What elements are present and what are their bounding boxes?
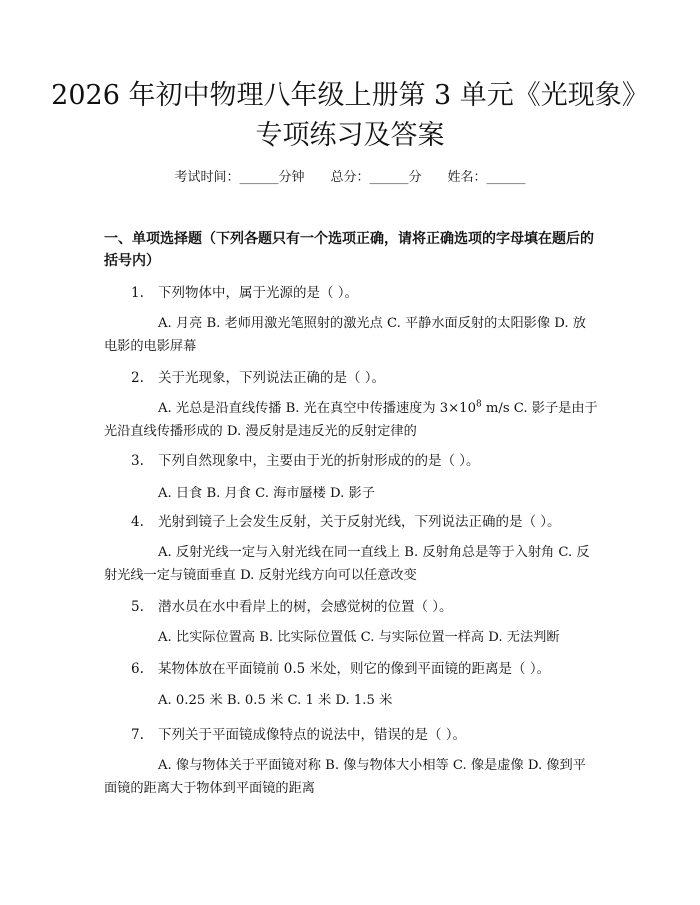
- question-stem: 光射到镜子上会发生反射，关于反射光线，下列说法正确的是（ ）。: [158, 514, 561, 530]
- question-3: [131, 451, 611, 471]
- question-1: [131, 283, 611, 303]
- question-number: 2.: [131, 370, 144, 386]
- page-title: 2026 年初中物理八年级上册第 3 单元《光现象》专项练习及答案: [51, 80, 649, 151]
- question-number: 1.: [131, 285, 144, 301]
- question-7-options: A. 像与物体关于平面镜对称 B. 像与物体大小相等 C. 像是虚像 D. 像到平面镜的距离大于物体到平面镜的距离: [104, 758, 586, 796]
- question-7: [131, 725, 611, 745]
- section-heading: 一、单项选择题（下列各题只有一个选项正确，请将正确选项的字母填在题后的括号内）: [104, 231, 594, 269]
- total-score-field: 总分：______分: [330, 170, 422, 185]
- question-number: 7.: [131, 727, 144, 743]
- exam-time-field: 考试时间：______分钟: [174, 170, 305, 185]
- question-number: 3.: [131, 453, 144, 469]
- question-2: [131, 368, 611, 388]
- question-3-options: A. 日食 B. 月食 C. 海市蜃楼 D. 影子: [158, 486, 375, 501]
- question-1-options: A. 月亮 B. 老师用激光笔照射的激光点 C. 平静水面反射的太阳影像 D. 放电影的电影屏幕: [104, 316, 586, 354]
- question-number: 5.: [131, 599, 144, 615]
- question-5-options: A. 比实际位置高 B. 比实际位置低 C. 与实际位置一样高 D. 无法判断: [158, 630, 560, 645]
- options-text-part-1: A. 光总是沿直线传播 B. 光在真空中传播速度为 3×10: [158, 401, 476, 416]
- question-2-options: [104, 397, 598, 443]
- question-6: [131, 659, 611, 679]
- question-number: 6.: [131, 661, 144, 677]
- question-stem: 下列物体中，属于光源的是（ ）。: [158, 285, 359, 301]
- question-5: [131, 597, 611, 617]
- question-number: 4.: [131, 514, 144, 530]
- options-text-part-2: m/s C. 影子是由于光沿直线传播形成的 D. 漫反射是违反光的反射定律的: [104, 401, 598, 439]
- question-stem: 潜水员在水中看岸上的树，会感觉树的位置（ ）。: [158, 599, 453, 615]
- question-stem: 某物体放在平面镜前 0.5 米处，则它的像到平面镜的距离是（ ）。: [158, 661, 551, 677]
- question-6-options: A. 0.25 米 B. 0.5 米 C. 1 米 D. 1.5 米: [158, 693, 393, 708]
- question-4: [131, 512, 611, 532]
- question-stem: 下列关于平面镜成像特点的说法中，错误的是（ ）。: [158, 727, 467, 743]
- exponent: 8: [475, 399, 482, 410]
- name-field: 姓名：______: [447, 170, 526, 185]
- question-stem: 下列自然现象中，主要由于光的折射形成的的是（ ）。: [158, 453, 480, 469]
- exam-meta: [0, 168, 700, 188]
- question-stem: 关于光现象，下列说法正确的是（ ）。: [158, 370, 386, 386]
- question-4-options: A. 反射光线一定与入射光线在同一直线上 B. 反射角总是等于入射角 C. 反射光线一定与镜面垂直 D. 反射光线方向可以任意改变: [104, 545, 590, 583]
